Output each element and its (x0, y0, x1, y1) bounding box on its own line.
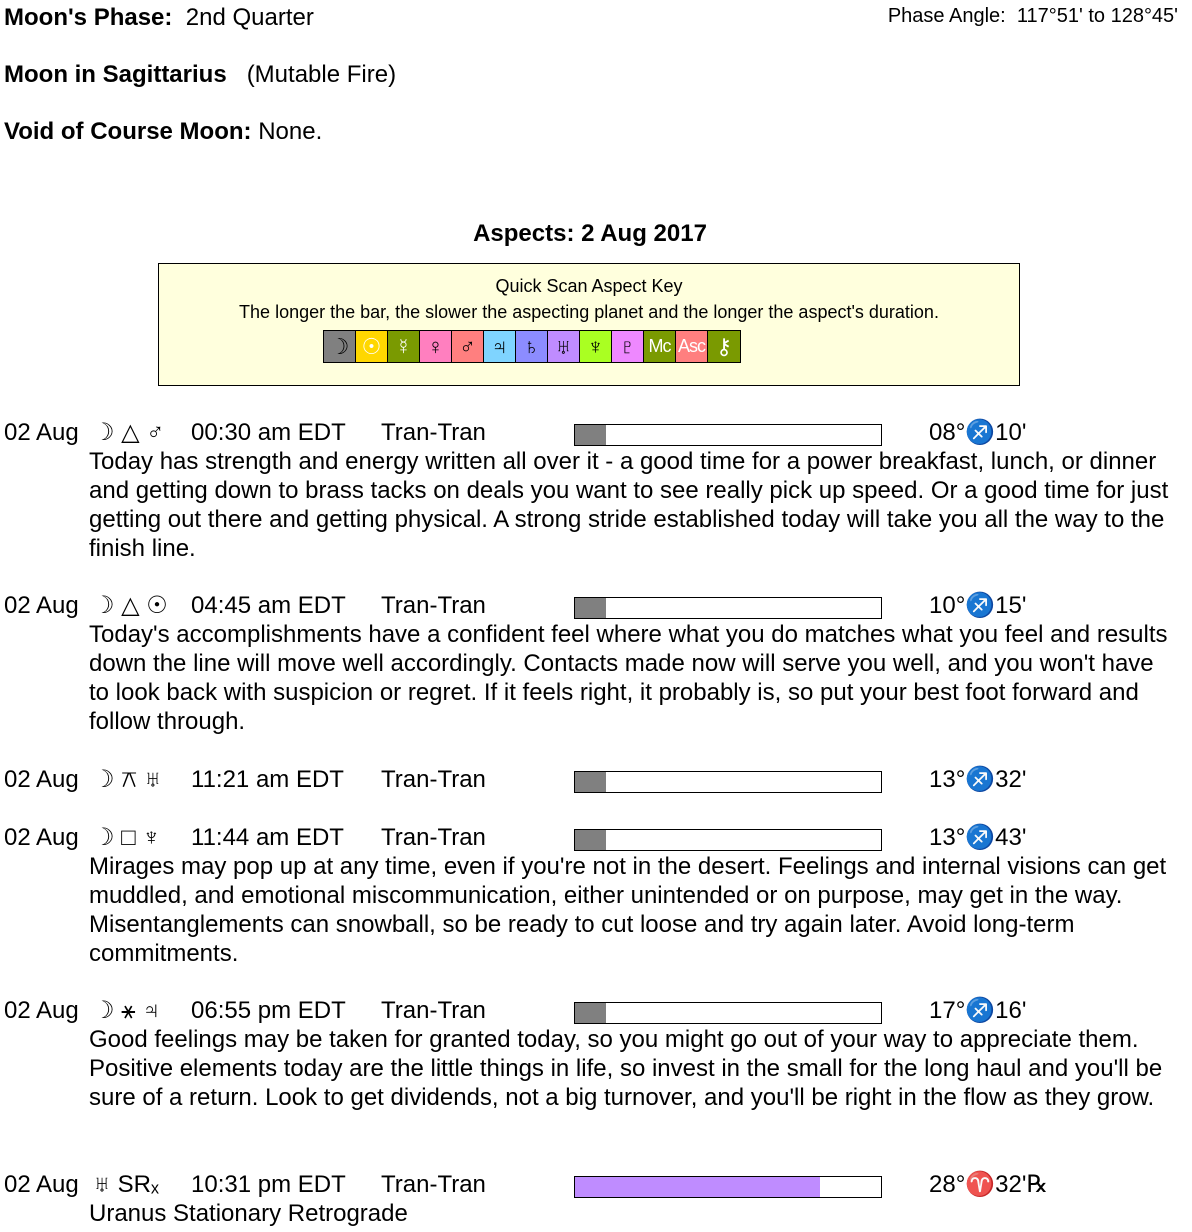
duration-bar (574, 829, 882, 851)
aspect-type: Tran-Tran (381, 997, 486, 1024)
key-mercury-icon: ☿ (388, 331, 420, 362)
aspect-position: 13°♐43' (929, 824, 1027, 851)
aspect-key-legend (323, 330, 741, 363)
aspect-position: 17°♐16' (929, 997, 1027, 1024)
aspect-time: 00:30 am EDT (191, 419, 346, 446)
duration-bar (574, 597, 882, 619)
aspect-entry (0, 418, 1192, 563)
key-chiron-icon: ⚷ (708, 331, 740, 362)
duration-bar-fill (575, 425, 606, 445)
aspect-date: 02 Aug (4, 997, 79, 1024)
aspect-date: 02 Aug (4, 766, 79, 793)
duration-bar (574, 1002, 882, 1024)
aspect-glyphs-icon: ☽ △ ♂ (93, 419, 165, 446)
aspect-description: Today's accomplishments have a confident feel where what you do matches what you feel and results down the line will move well accordingly. Contacts made now will serve you well, and you won't have to look back with suspicion or regret. If it feels right, it probably is, so put your best foot forward and follow through. (89, 621, 1168, 735)
aspect-entry (0, 591, 1192, 736)
aspect-header-line (0, 418, 1192, 447)
key-midheaven-icon: Mc (644, 331, 676, 362)
duration-bar (574, 424, 882, 446)
aspect-header-line (0, 1170, 1192, 1199)
phase-angle-label: Phase Angle: (887, 5, 1006, 27)
key-mars-icon: ♂ (452, 331, 484, 362)
phase-angle (888, 5, 1178, 28)
aspect-key-description: The longer the bar, the slower the aspecting planet and the longer the aspect's duration. (239, 302, 939, 322)
aspect-time: 10:31 pm EDT (191, 1171, 346, 1198)
key-saturn-icon: ♄ (516, 331, 548, 362)
aspect-time: 11:21 am EDT (191, 766, 344, 793)
duration-bar (574, 771, 882, 793)
aspect-key-title: Quick Scan Aspect Key (495, 276, 683, 296)
voc-value: None. (258, 118, 323, 145)
key-uranus-icon: ♅ (548, 331, 580, 362)
key-sun-icon: ☉ (356, 331, 388, 362)
aspect-glyphs-icon: ☽ △ ☉ (93, 592, 168, 619)
voc-label: Void of Course Moon: (4, 118, 252, 145)
key-pluto-icon: ♇ (612, 331, 644, 362)
aspect-header-line (0, 591, 1192, 620)
aspect-header-line (0, 996, 1192, 1025)
aspect-position: 08°♐10' (929, 419, 1027, 446)
moon-phase-label: Moon's Phase: (4, 4, 173, 31)
moon-sign (4, 61, 396, 89)
duration-bar-fill (575, 598, 606, 618)
moon-sign-label: Moon in Sagittarius (4, 61, 227, 88)
aspect-entry (0, 996, 1192, 1112)
aspect-type: Tran-Tran (381, 1171, 486, 1198)
duration-bar-fill (575, 772, 606, 792)
aspect-entry (0, 765, 1192, 794)
key-ascendant-icon: Asc (676, 331, 708, 362)
aspect-glyphs-icon: ☽ □ ♆ (93, 824, 161, 851)
aspect-time: 04:45 am EDT (191, 592, 346, 619)
aspect-type: Tran-Tran (381, 419, 486, 446)
duration-bar-fill (575, 1003, 606, 1023)
aspect-date: 02 Aug (4, 419, 79, 446)
phase-angle-value: 117°51' to 128°45' (1016, 5, 1178, 27)
key-neptune-icon: ♆ (580, 331, 612, 362)
aspect-type: Tran-Tran (381, 592, 486, 619)
aspect-time: 06:55 pm EDT (191, 997, 346, 1024)
key-venus-icon: ♀ (420, 331, 452, 362)
key-moon-icon: ☽ (324, 331, 356, 362)
moon-phase-value: 2nd Quarter (185, 4, 314, 31)
aspect-position: 10°♐15' (929, 592, 1027, 619)
aspect-type: Tran-Tran (381, 824, 486, 851)
moon-sign-value: (Mutable Fire) (246, 61, 397, 88)
aspect-date: 02 Aug (4, 592, 79, 619)
moon-phase (4, 4, 314, 32)
duration-bar-fill (575, 1177, 820, 1197)
aspect-time: 11:44 am EDT (191, 824, 344, 851)
aspect-glyphs-icon: ♅ SRₓ (93, 1171, 159, 1198)
aspect-entry (0, 1170, 1192, 1228)
duration-bar-fill (575, 830, 606, 850)
aspect-description: Mirages may pop up at any time, even if you're not in the desert. Feelings and internal visions can get muddled, and emotional miscommunication, either unintended or on purpose, may get in the way. Misentanglements can snowball, so be ready to cut loose and try again later. Avoid long-term commitments. (89, 853, 1167, 967)
aspect-description: Uranus Stationary Retrograde (89, 1200, 408, 1227)
aspect-glyphs-icon: ☽ ⚻ ♅ (93, 766, 162, 793)
aspect-position: 28°♈32'℞ (929, 1171, 1048, 1198)
void-of-course (4, 118, 322, 146)
aspect-date: 02 Aug (4, 1171, 79, 1198)
aspect-header-line (0, 765, 1192, 794)
aspects-title: Aspects: 2 Aug 2017 (473, 220, 707, 247)
aspect-header-line (0, 823, 1192, 852)
aspect-glyphs-icon: ☽ ⚹ ♃ (93, 997, 161, 1024)
aspect-date: 02 Aug (4, 824, 79, 851)
aspect-description: Today has strength and energy written all over it - a good time for a power breakfast, lunch, or dinner and getting down to brass tacks on deals you want to see really pick up speed. Or a good time for just getting out there and getting physical. A strong stride established today will take you all the way to the finish line. (89, 448, 1169, 562)
aspect-entry (0, 823, 1192, 968)
key-jupiter-icon: ♃ (484, 331, 516, 362)
aspect-type: Tran-Tran (381, 766, 486, 793)
aspect-position: 13°♐32' (929, 766, 1027, 793)
duration-bar (574, 1176, 882, 1198)
aspect-key-box (158, 263, 1020, 386)
aspect-description: Good feelings may be taken for granted today, so you might go out of your way to appreciate them. Positive elements today are the little things in life, so invest in the small for the long haul and you'll be sure of a return. Look to get dividends, not a big turnover, and you'll be right in the flow as they grow. (89, 1026, 1163, 1111)
